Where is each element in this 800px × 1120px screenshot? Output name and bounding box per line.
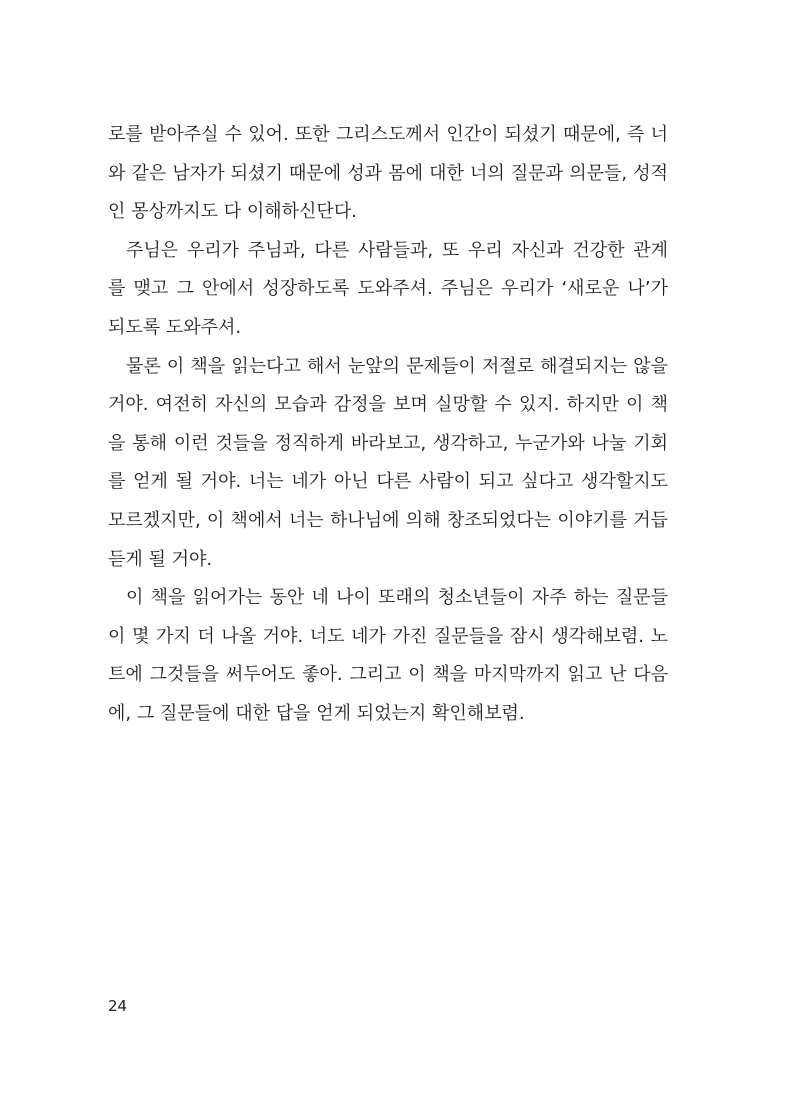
text-line: 물론 이 책을 읽는다고 해서 눈앞의 문제들이 저절로 해결되지는 않을	[126, 355, 668, 377]
text-line: 로를 받아주실 수 있어. 또한 그리스도께서 인간이 되셨기 때문에, 즉 너	[108, 124, 668, 145]
text-line: 듣게 될 거야.	[108, 548, 213, 570]
paragraph-3	[108, 348, 668, 580]
text-line: 인 몽상까지도 다 이해하신단다.	[108, 201, 357, 223]
text-line: 모르겠지만, 이 책에서 너는 하나님에 의해 창조되었다는 이야기를 거듭	[108, 509, 668, 531]
text-line: 이 책을 읽어가는 동안 네 나이 또래의 청소년들이 자주 하는 질문들	[126, 587, 668, 609]
text-line: 를 맺고 그 안에서 성장하도록 도와주셔. 주님은 우리가 ‘새로운 나’가	[108, 278, 668, 300]
page-number: 24	[108, 997, 128, 1015]
body-text	[108, 116, 668, 734]
text-line: 이 몇 가지 더 나올 거야. 너도 네가 가진 질문들을 잠시 생각해보렴. 노	[108, 625, 668, 647]
text-line: 에, 그 질문들에 대한 답을 얻게 되었는지 확인해보렴.	[108, 702, 525, 724]
text-line: 거야. 여전히 자신의 모습과 감정을 보며 실망할 수 있지. 하지만 이 책	[108, 394, 668, 416]
text-line: 을 통해 이런 것들을 정직하게 바라보고, 생각하고, 누군가와 나눌 기회	[108, 432, 668, 454]
text-line: 를 얻게 될 거야. 너는 네가 아닌 다른 사람이 되고 싶다고 생각할지도	[108, 471, 668, 493]
paragraph-1	[108, 116, 668, 232]
text-line: 주님은 우리가 주님과, 다른 사람들과, 또 우리 자신과 건강한 관계	[126, 239, 668, 261]
text-line: 와 같은 남자가 되셨기 때문에 성과 몸에 대한 너의 질문과 의문들, 성적	[108, 162, 668, 184]
paragraph-2	[108, 232, 668, 348]
text-line: 되도록 도와주셔.	[108, 316, 242, 338]
paragraph-4	[108, 579, 668, 733]
text-line: 트에 그것들을 써두어도 좋아. 그리고 이 책을 마지막까지 읽고 난 다음	[108, 664, 668, 686]
